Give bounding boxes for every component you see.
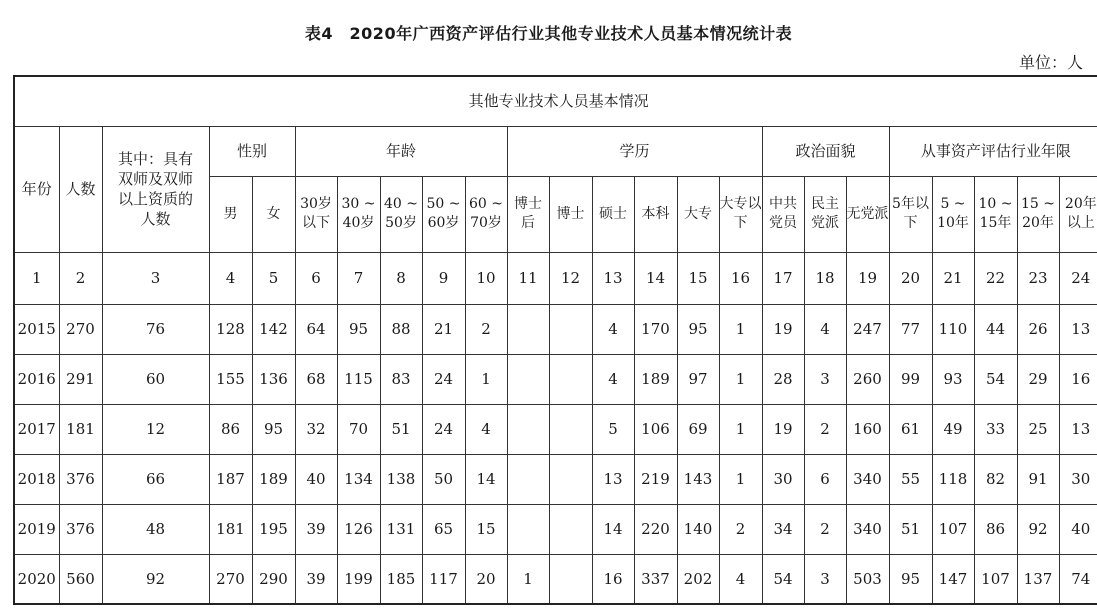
data-cell: 70 (337, 404, 380, 454)
data-cell: 560 (59, 554, 102, 604)
data-cell: 187 (209, 454, 252, 504)
data-cell: 66 (102, 454, 209, 504)
column-number-cell: 11 (507, 252, 549, 304)
data-cell (549, 554, 592, 604)
column-number-cell: 10 (465, 252, 507, 304)
data-cell (549, 404, 592, 454)
data-cell: 181 (209, 504, 252, 554)
data-cell: 51 (380, 404, 422, 454)
sub-header-cell: 本科 (634, 176, 677, 252)
data-cell: 291 (59, 354, 102, 404)
data-cell: 138 (380, 454, 422, 504)
sub-header-cell: 30岁以下 (295, 176, 337, 252)
data-cell: 64 (295, 304, 337, 354)
data-cell: 290 (252, 554, 295, 604)
sub-header-cell: 男 (209, 176, 252, 252)
column-number-cell: 7 (337, 252, 380, 304)
year-header: 年份 (14, 126, 59, 252)
data-cell (507, 404, 549, 454)
data-cell: 54 (974, 354, 1017, 404)
sub-header-cell: 20年以上 (1059, 176, 1097, 252)
sub-header-cell: 50 ~ 60岁 (422, 176, 465, 252)
data-cell: 260 (846, 354, 889, 404)
data-cell: 16 (1059, 354, 1097, 404)
dual-qualified-header: 其中：具有双师及双师以上资质的人数 (102, 126, 209, 252)
data-cell: 19 (762, 304, 804, 354)
data-cell (549, 504, 592, 554)
data-cell: 195 (252, 504, 295, 554)
sub-header-cell: 40 ~ 50岁 (380, 176, 422, 252)
column-number-cell: 5 (252, 252, 295, 304)
table-row (14, 554, 1097, 604)
data-cell: 86 (209, 404, 252, 454)
table-row (14, 454, 1097, 504)
data-cell: 4 (592, 304, 634, 354)
data-cell: 503 (846, 554, 889, 604)
data-cell: 107 (974, 554, 1017, 604)
year-cell: 2020 (14, 554, 59, 604)
political-header: 政治面貌 (762, 126, 889, 176)
data-cell: 16 (592, 554, 634, 604)
data-cell: 115 (337, 354, 380, 404)
table-row (14, 304, 1097, 354)
data-cell: 140 (677, 504, 719, 554)
sub-header-cell: 女 (252, 176, 295, 252)
data-cell: 92 (102, 554, 209, 604)
data-cell: 110 (932, 304, 974, 354)
sub-header-cell: 民主党派 (804, 176, 846, 252)
data-cell: 2 (465, 304, 507, 354)
data-cell: 29 (1017, 354, 1059, 404)
data-cell: 34 (762, 504, 804, 554)
sub-header-cell: 硕士 (592, 176, 634, 252)
data-cell: 2 (804, 404, 846, 454)
data-cell: 270 (209, 554, 252, 604)
data-cell: 189 (634, 354, 677, 404)
data-cell: 77 (889, 304, 932, 354)
sub-header-cell: 中共党员 (762, 176, 804, 252)
data-cell: 61 (889, 404, 932, 454)
data-cell: 39 (295, 554, 337, 604)
data-cell: 95 (337, 304, 380, 354)
data-cell: 185 (380, 554, 422, 604)
education-header: 学历 (507, 126, 762, 176)
data-cell: 93 (932, 354, 974, 404)
sub-header-cell: 无党派 (846, 176, 889, 252)
gender-header: 性别 (209, 126, 295, 176)
data-cell: 4 (719, 554, 762, 604)
column-number-cell: 19 (846, 252, 889, 304)
year-cell: 2019 (14, 504, 59, 554)
data-cell: 3 (804, 554, 846, 604)
data-cell: 1 (719, 404, 762, 454)
data-cell: 117 (422, 554, 465, 604)
sub-header-cell: 博士 (549, 176, 592, 252)
column-number-cell: 23 (1017, 252, 1059, 304)
data-cell: 13 (592, 454, 634, 504)
data-cell: 1 (465, 354, 507, 404)
data-cell: 1 (507, 554, 549, 604)
data-cell (507, 304, 549, 354)
data-cell: 69 (677, 404, 719, 454)
data-cell: 13 (1059, 304, 1097, 354)
sub-header-cell: 5 ~ 10年 (932, 176, 974, 252)
column-number-cell: 21 (932, 252, 974, 304)
data-cell (549, 454, 592, 504)
data-cell: 82 (974, 454, 1017, 504)
column-number-cell: 15 (677, 252, 719, 304)
data-cell: 60 (102, 354, 209, 404)
data-cell: 220 (634, 504, 677, 554)
column-number-cell: 4 (209, 252, 252, 304)
data-cell: 65 (422, 504, 465, 554)
data-cell: 21 (422, 304, 465, 354)
data-cell: 14 (465, 454, 507, 504)
data-cell (507, 454, 549, 504)
data-cell: 30 (762, 454, 804, 504)
data-cell: 1 (719, 304, 762, 354)
column-number-cell: 13 (592, 252, 634, 304)
data-cell: 13 (1059, 404, 1097, 454)
data-cell: 76 (102, 304, 209, 354)
data-cell: 92 (1017, 504, 1059, 554)
column-number-cell: 1 (14, 252, 59, 304)
data-cell: 155 (209, 354, 252, 404)
data-cell: 106 (634, 404, 677, 454)
data-cell: 118 (932, 454, 974, 504)
data-cell: 219 (634, 454, 677, 504)
data-cell: 97 (677, 354, 719, 404)
column-number-cell: 6 (295, 252, 337, 304)
column-number-cell: 16 (719, 252, 762, 304)
column-number-cell: 8 (380, 252, 422, 304)
data-cell (507, 504, 549, 554)
column-number-cell: 24 (1059, 252, 1097, 304)
data-cell: 2 (719, 504, 762, 554)
data-cell: 95 (889, 554, 932, 604)
year-cell: 2017 (14, 404, 59, 454)
data-cell: 340 (846, 504, 889, 554)
data-cell: 51 (889, 504, 932, 554)
data-cell: 107 (932, 504, 974, 554)
data-cell: 99 (889, 354, 932, 404)
column-number-cell: 20 (889, 252, 932, 304)
sub-header-cell: 大专 (677, 176, 719, 252)
data-cell: 3 (804, 354, 846, 404)
data-cell: 44 (974, 304, 1017, 354)
data-cell: 4 (465, 404, 507, 454)
data-cell: 202 (677, 554, 719, 604)
data-cell (507, 354, 549, 404)
data-cell: 4 (592, 354, 634, 404)
column-number-cell: 9 (422, 252, 465, 304)
unit-label: 单位：人 (1018, 53, 1083, 72)
year-cell: 2015 (14, 304, 59, 354)
data-cell: 376 (59, 504, 102, 554)
data-cell: 95 (677, 304, 719, 354)
data-cell: 24 (422, 354, 465, 404)
data-cell: 55 (889, 454, 932, 504)
data-cell: 6 (804, 454, 846, 504)
data-cell: 28 (762, 354, 804, 404)
column-number-cell: 14 (634, 252, 677, 304)
data-cell: 24 (422, 404, 465, 454)
sub-header-cell: 10 ~ 15年 (974, 176, 1017, 252)
data-cell: 40 (295, 454, 337, 504)
data-cell: 5 (592, 404, 634, 454)
column-number-cell: 18 (804, 252, 846, 304)
column-number-cell: 12 (549, 252, 592, 304)
data-cell: 128 (209, 304, 252, 354)
age-header: 年龄 (295, 126, 507, 176)
column-number-cell: 22 (974, 252, 1017, 304)
data-cell: 340 (846, 454, 889, 504)
data-cell: 142 (252, 304, 295, 354)
column-number-cell: 3 (102, 252, 209, 304)
data-cell: 12 (102, 404, 209, 454)
data-cell: 136 (252, 354, 295, 404)
table-row (14, 404, 1097, 454)
count-header: 人数 (59, 126, 102, 252)
data-cell: 270 (59, 304, 102, 354)
data-cell: 1 (719, 354, 762, 404)
sub-header-cell: 30 ~ 40岁 (337, 176, 380, 252)
table-row (14, 354, 1097, 404)
year-cell: 2016 (14, 354, 59, 404)
data-cell: 49 (932, 404, 974, 454)
column-number-cell: 17 (762, 252, 804, 304)
industry-years-header: 从事资产评估行业年限 (889, 126, 1097, 176)
data-cell: 32 (295, 404, 337, 454)
data-cell: 25 (1017, 404, 1059, 454)
data-cell: 143 (677, 454, 719, 504)
table-row (14, 504, 1097, 554)
group-header: 其他专业技术人员基本情况 (14, 76, 1097, 126)
statistics-table (13, 75, 1097, 605)
data-cell: 83 (380, 354, 422, 404)
data-cell: 189 (252, 454, 295, 504)
data-cell: 88 (380, 304, 422, 354)
data-cell: 33 (974, 404, 1017, 454)
data-cell: 68 (295, 354, 337, 404)
data-cell: 15 (465, 504, 507, 554)
data-cell: 170 (634, 304, 677, 354)
data-cell: 20 (465, 554, 507, 604)
data-cell: 199 (337, 554, 380, 604)
data-cell: 40 (1059, 504, 1097, 554)
data-cell: 1 (719, 454, 762, 504)
data-cell: 19 (762, 404, 804, 454)
data-cell: 91 (1017, 454, 1059, 504)
data-cell: 30 (1059, 454, 1097, 504)
data-cell: 39 (295, 504, 337, 554)
data-cell: 2 (804, 504, 846, 554)
data-cell: 48 (102, 504, 209, 554)
sub-header-cell: 15 ~ 20年 (1017, 176, 1059, 252)
data-cell: 95 (252, 404, 295, 454)
data-cell: 134 (337, 454, 380, 504)
data-cell: 86 (974, 504, 1017, 554)
data-cell: 26 (1017, 304, 1059, 354)
sub-header-cell: 大专以下 (719, 176, 762, 252)
data-cell: 137 (1017, 554, 1059, 604)
data-cell: 337 (634, 554, 677, 604)
data-cell: 147 (932, 554, 974, 604)
data-cell: 4 (804, 304, 846, 354)
data-cell (549, 304, 592, 354)
data-cell: 181 (59, 404, 102, 454)
sub-header-cell: 5年以下 (889, 176, 932, 252)
data-cell: 247 (846, 304, 889, 354)
data-cell: 74 (1059, 554, 1097, 604)
data-cell: 376 (59, 454, 102, 504)
sub-header-cell: 60 ~ 70岁 (465, 176, 507, 252)
data-cell: 131 (380, 504, 422, 554)
data-cell (549, 354, 592, 404)
table-title: 表4 2020年广西资产评估行业其他专业技术人员基本情况统计表 (304, 24, 793, 43)
sub-header-cell: 博士后 (507, 176, 549, 252)
data-cell: 50 (422, 454, 465, 504)
year-cell: 2018 (14, 454, 59, 504)
column-number-cell: 2 (59, 252, 102, 304)
data-cell: 126 (337, 504, 380, 554)
data-cell: 160 (846, 404, 889, 454)
data-cell: 14 (592, 504, 634, 554)
data-cell: 54 (762, 554, 804, 604)
